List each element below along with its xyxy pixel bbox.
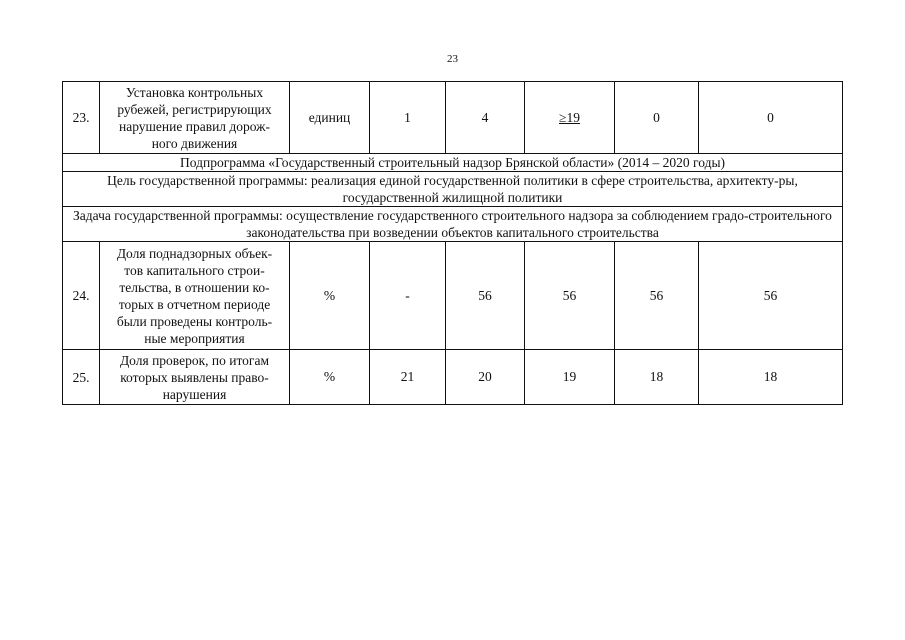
value-cell: 0	[615, 82, 699, 154]
table-row-24	[63, 242, 843, 350]
value-cell: 18	[615, 350, 699, 405]
table-row-23	[63, 82, 843, 154]
value-cell: 18	[699, 350, 843, 405]
indicator-name: Доля поднадзорных объек- тов капитального строи- тельства, в отношении ко- торых в отчетном периоде были проведены контроль- ные мероприятия	[100, 242, 290, 350]
table-row-goal	[63, 172, 843, 207]
value-cell: ≥19	[525, 82, 615, 154]
row-number: 23.	[63, 82, 100, 154]
value-cell: 56	[615, 242, 699, 350]
value-cell: 0	[699, 82, 843, 154]
indicator-name: Установка контрольных рубежей, регистрирующих нарушение правил дорож- ного движения	[100, 82, 290, 154]
unit-cell: %	[290, 242, 370, 350]
table-row-task	[63, 207, 843, 242]
page-number: 23	[447, 53, 458, 65]
value-cell: 56	[446, 242, 525, 350]
unit-cell: %	[290, 350, 370, 405]
value-cell: 21	[370, 350, 446, 405]
table-row-subprogram	[63, 154, 843, 172]
row-number: 25.	[63, 350, 100, 405]
table-row-25	[63, 350, 843, 405]
value-cell: 20	[446, 350, 525, 405]
subprogram-title: Подпрограмма «Государственный строительный надзор Брянской области» (2014 – 2020 годы)	[63, 154, 843, 172]
value-cell: 1	[370, 82, 446, 154]
value-cell: 19	[525, 350, 615, 405]
value-cell: 4	[446, 82, 525, 154]
program-goal: Цель государственной программы: реализация единой государственной политики в сфере строительства, архитекту-ры, государственной жилищной политики	[63, 172, 843, 207]
indicator-name: Доля проверок, по итогам которых выявлены право- нарушения	[100, 350, 290, 405]
indicators-table	[62, 81, 843, 405]
program-task: Задача государственной программы: осуществление государственного строительного надзора за соблюдением градо-строительного законодательства при возведении объектов капитального строительства	[63, 207, 843, 242]
value-cell: 56	[699, 242, 843, 350]
row-number: 24.	[63, 242, 100, 350]
value-cell: -	[370, 242, 446, 350]
value-cell: 56	[525, 242, 615, 350]
unit-cell: единиц	[290, 82, 370, 154]
